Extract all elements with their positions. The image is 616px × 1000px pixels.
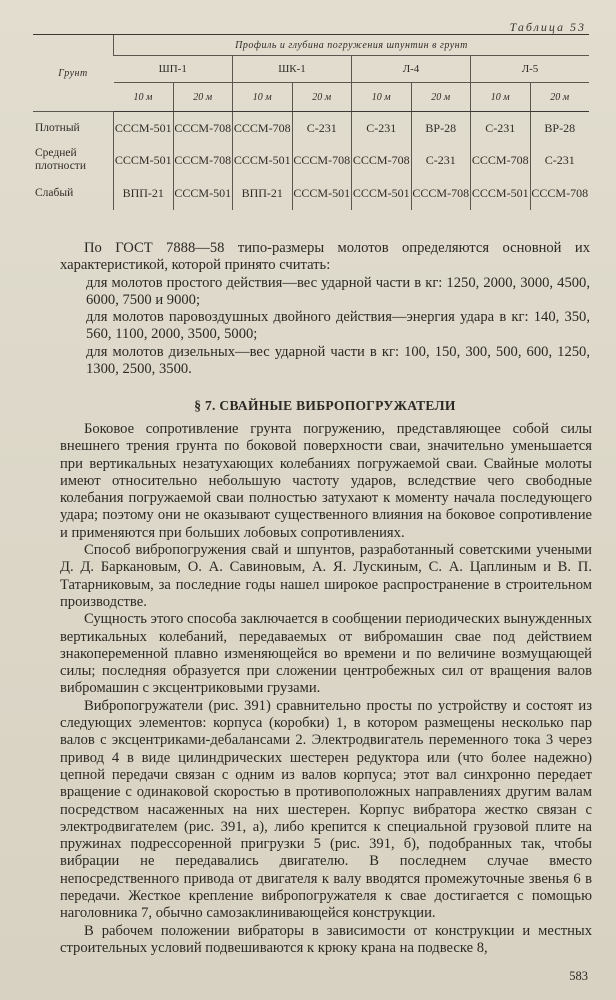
gost-simple-hammers: для молотов простого действия—вес ударной части в кг: 1250, 2000, 3000, 4500, 6000, 7500 и 9000; <box>86 274 590 308</box>
table-row <box>33 144 589 176</box>
table-cell: С-231 <box>530 144 589 176</box>
table-row <box>33 176 589 210</box>
table-cell: СССМ-708 <box>173 112 233 145</box>
table-cell: ВПП-21 <box>114 176 174 210</box>
depth-header: 10 м <box>352 83 412 112</box>
table-cell: СССМ-708 <box>173 144 233 176</box>
table-cell: СССМ-708 <box>292 144 352 176</box>
profile-group-header: Профиль и глубина погружения шпунтин в грунт <box>114 35 590 56</box>
table-cell: С-231 <box>292 112 352 145</box>
sheet-pile-table <box>33 34 589 210</box>
table-cell: СССМ-501 <box>292 176 352 210</box>
body-paragraph: Вибропогружатели (рис. 391) сравнительно просты по устройству и состоят из следующих элементов: корпуса (коробки) 1, в котором размещены несколько пар валов с эксцентриками-дебалансами 2. Электродвигатель переменного тока 3 через привод 4 в виде цилиндрических шестерен редуктора или (что более надежно) цепной передачи связан с одним из валов корпуса; этот вал синхронно передает вращение с одинаковой скоростью в противоположных направлениях другим валам посредством насаженных на них шестерен. Корпус вибратора жестко связан с электродвигателем (рис. 391, а), либо крепится к специальной грузовой плите на пружинах подрессоренной пригрузки 5 (рис. 391, б), подобранных так, чтобы вибрации не передавались двигателю. В последнем случае вместо непосредственного привода от двигателя к валу вводятся промежуточные звенья 6 в передачи. Жесткое крепление вибропогружателя к свае достигается с помощью наголовника 7, обычно самозаклинивающейся конструкции. <box>60 697 592 922</box>
table-cell: СССМ-501 <box>173 176 233 210</box>
depth-header: 20 м <box>411 83 471 112</box>
table-cell: СССМ-708 <box>233 112 293 145</box>
table-cell: С-231 <box>411 144 471 176</box>
gost-intro: По ГОСТ 7888—58 типо-размеры молотов определяются основной их характеристикой, которой принято считать: <box>60 240 590 274</box>
table-cell: СССМ-501 <box>114 112 174 145</box>
table-cell: СССМ-501 <box>233 144 293 176</box>
profile-header: Л-4 <box>352 56 471 83</box>
soil-column-header: Грунт <box>33 35 114 112</box>
gost-paragraph-block <box>60 240 590 378</box>
table-cell: СССМ-501 <box>114 144 174 176</box>
body-paragraph: Боковое сопротивление грунта погружению, представляющее собой силы внешнего трения грунта по боковой поверхности сваи, значительно уменьшается при вертикальных незатухающих колебаниях погружаемой сваи. Свайные молоты имеют относительно небольшую частоту ударов, вследствие чего свободные колебания погружаемой сваи полностью затухают к моменту начала последующего удара; поэтому они не оказывают существенного влияния на боковое сопротивление и применяются при больших лобовых сопротивлениях. <box>60 421 592 541</box>
profile-header: ШК-1 <box>233 56 352 83</box>
table-cell: СССМ-501 <box>352 176 412 210</box>
table-cell: СССМ-708 <box>530 176 589 210</box>
table-cell: СССМ-501 <box>471 176 531 210</box>
soil-type-cell: Плотный <box>35 121 80 134</box>
table-cell: ВР-28 <box>530 112 589 145</box>
section-body <box>60 421 592 957</box>
table-cell: С-231 <box>471 112 531 145</box>
table-cell: СССМ-708 <box>411 176 471 210</box>
profile-header: Л-5 <box>471 56 590 83</box>
depth-header: 20 м <box>292 83 352 112</box>
depth-header: 10 м <box>114 83 174 112</box>
soil-type-cell: Средней плотности <box>35 147 86 172</box>
body-paragraph: В рабочем положении вибраторы в зависимости от конструкции и местных строительных условий подвешиваются к крюку крана на подвеске 8, <box>60 922 592 956</box>
table-cell: СССМ-708 <box>352 144 412 176</box>
body-paragraph: Способ вибропогружения свай и шпунтов, разработанный советскими учеными Д. Д. Баркановым, О. А. Савиновым, А. Я. Лускиным, С. А. Цаплиным и В. П. Татарниковым, за последние годы нашел широкое распространение в строительном производстве. <box>60 542 592 610</box>
table-row <box>33 112 589 145</box>
table-cell: ВПП-21 <box>233 176 293 210</box>
table-caption: Таблица 53 <box>509 20 586 34</box>
soil-table-container <box>33 34 589 210</box>
section-heading: § 7. СВАЙНЫЕ ВИБРОПОГРУЖАТЕЛИ <box>194 398 456 413</box>
table-cell: СССМ-708 <box>471 144 531 176</box>
soil-type-cell: Слабый <box>35 186 74 199</box>
table-cell: С-231 <box>352 112 412 145</box>
depth-header: 20 м <box>173 83 233 112</box>
table-cell: ВР-28 <box>411 112 471 145</box>
body-paragraph: Сущность этого способа заключается в сообщении периодических вынужденных вертикальных колебаний, передаваемых от вибромашин свае под действием знакопеременной плавно изменяющейся во времени и по величине возмущающей силы; последняя образуется при сложении центробежных сил от вращения валов вибромашин с эксцентриковыми грузами. <box>60 611 592 697</box>
depth-header: 20 м <box>530 83 589 112</box>
depth-header: 10 м <box>233 83 293 112</box>
depth-header: 10 м <box>471 83 531 112</box>
page-number: 583 <box>569 969 588 983</box>
profile-header: ШП-1 <box>114 56 233 83</box>
gost-steam-hammers: для молотов паровоздушных двойного действия—энергия удара в кг: 140, 350, 560, 1100, 2000, 3500, 5000; <box>86 309 590 343</box>
gost-diesel-hammers: для молотов дизельных—вес ударной части в кг: 100, 150, 300, 500, 600, 1250, 1300, 2500, 3500. <box>86 343 590 378</box>
